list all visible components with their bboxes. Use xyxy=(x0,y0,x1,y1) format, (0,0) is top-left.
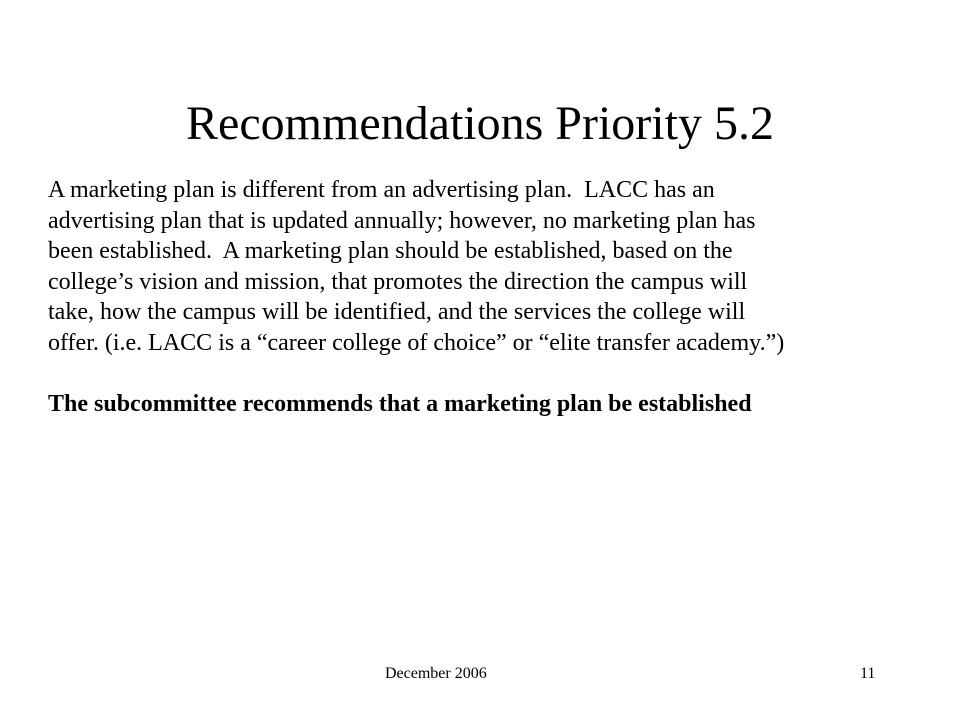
paragraph-line: A marketing plan is different from an advertising plan. LACC has an xyxy=(48,177,715,203)
paragraph-line: been established. A marketing plan should be established, based on the xyxy=(48,238,733,264)
recommendation-text: The subcommittee recommends that a marketing plan be established xyxy=(48,390,752,417)
slide-body xyxy=(48,175,928,419)
slide-title: Recommendations Priority 5.2 xyxy=(186,97,774,150)
paragraph-spacer xyxy=(48,358,928,389)
paragraph-line: take, how the campus will be identified, and the services the college will xyxy=(48,299,746,325)
paragraph-line: offer. (i.e. LACC is a “career college of choice” or “elite transfer academy.”) xyxy=(48,329,785,356)
paragraph-line: college’s vision and mission, that promotes the direction the campus will xyxy=(48,268,748,295)
footer-date: December 2006 xyxy=(385,665,487,682)
paragraph-line: advertising plan that is updated annually; however, no marketing plan has xyxy=(48,207,756,234)
page-number: 11 xyxy=(860,665,876,682)
